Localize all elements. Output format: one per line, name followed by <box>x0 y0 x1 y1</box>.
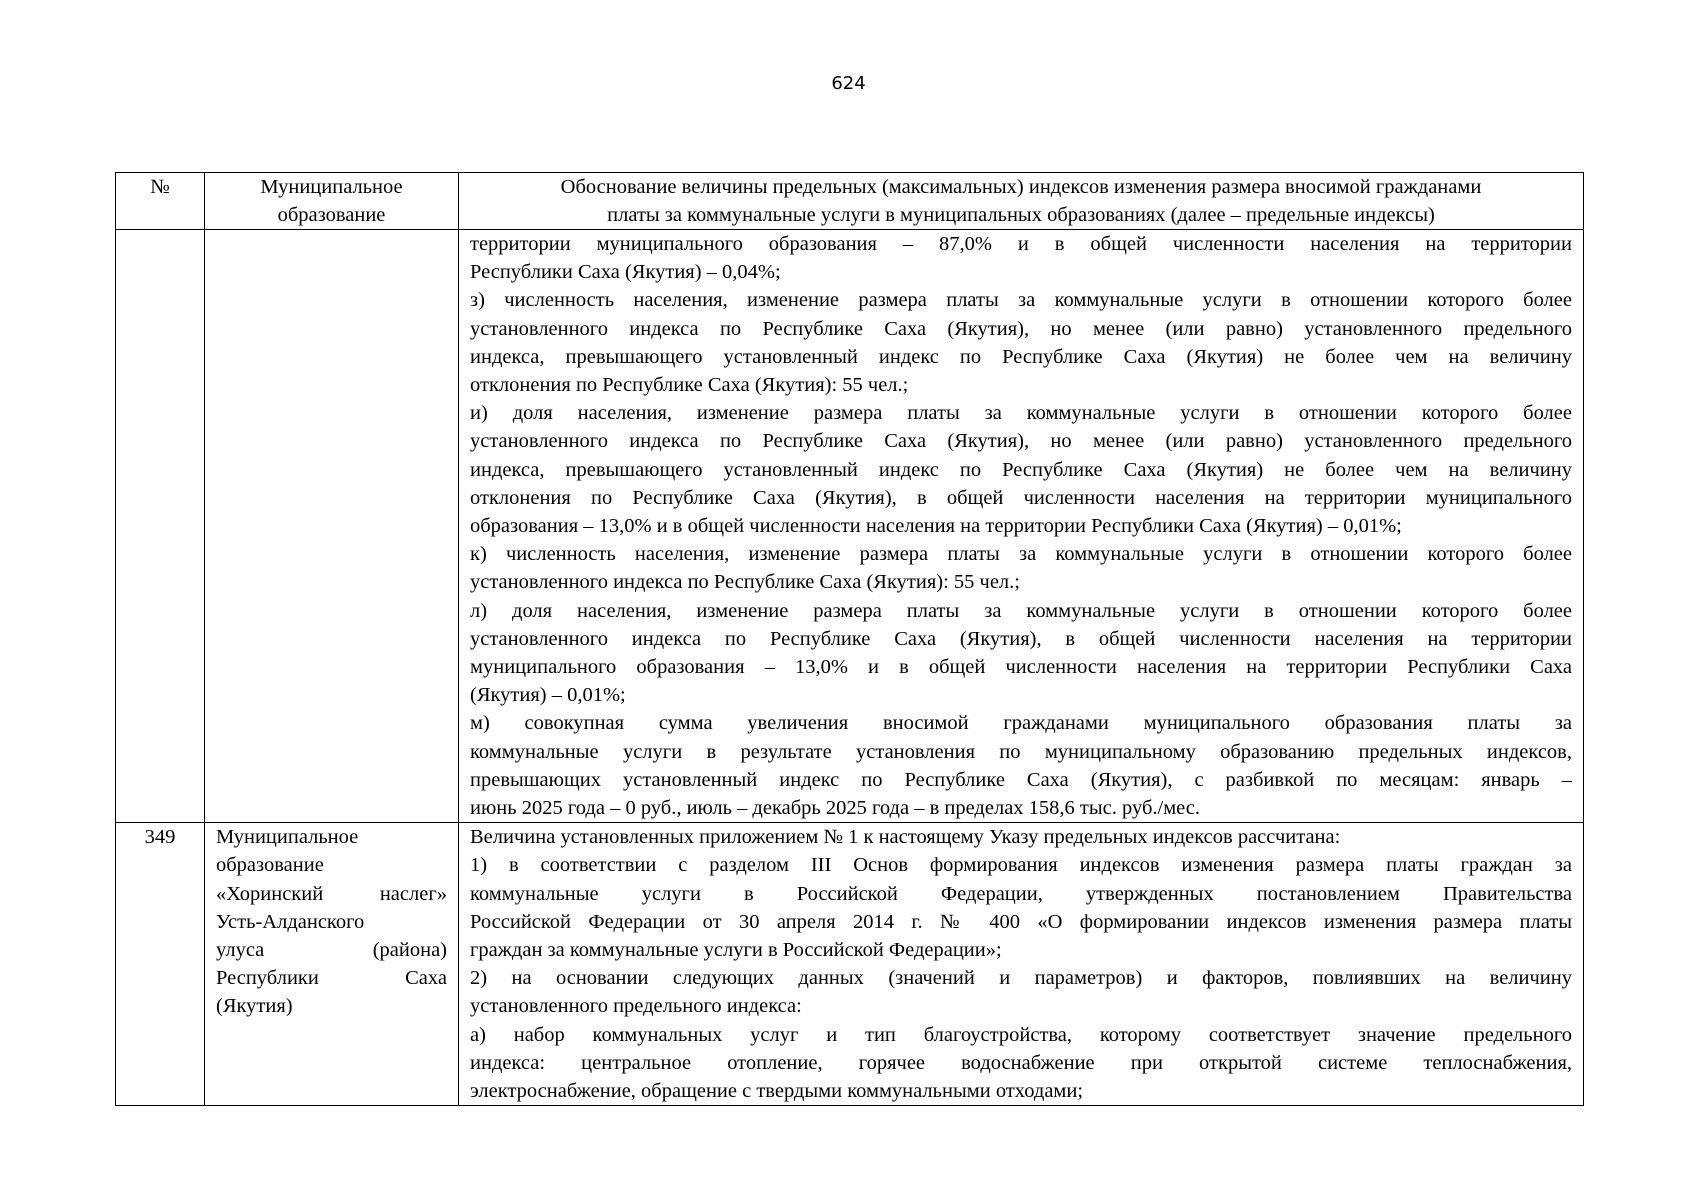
text-line: к) численность населения, изменение размера платы за коммунальные услуги в отношении которого более <box>470 543 1572 566</box>
header-number <box>116 173 205 230</box>
row-municipality-cell <box>205 230 459 823</box>
table-header-row <box>116 173 1584 230</box>
text-line: индекса, превышающего установленный индекс по Республике Саха (Якутия) не более чем на величину <box>470 345 1572 368</box>
text-line: образования – 13,0% и в общей численности населения на территории Республики Саха (Якутия) – 0,01%; <box>470 515 1402 538</box>
text-line: (Якутия) – 0,01%; <box>470 684 626 707</box>
text-line: отклонения по Республике Саха (Якутия), в общей численности населения на территории муниципального <box>470 486 1572 509</box>
text-line: установленного индекса по Республике Саха (Якутия), но менее (или равно) установленного предельного <box>470 317 1572 340</box>
page-number: 624 <box>831 73 866 94</box>
text-line: установленного предельного индекса: <box>470 995 802 1018</box>
text-line: 2) на основании следующих данных (значений и параметров) и факторов, повлиявших на величину <box>470 967 1572 990</box>
text-line: коммунальные услуги в Российской Федерации, утвержденных постановлением Правительства <box>470 882 1572 905</box>
municipality-name-line: улуса (района) <box>216 939 447 962</box>
text-line: и) доля населения, изменение размера платы за коммунальные услуги в отношении которого более <box>470 402 1572 425</box>
text-line: м) совокупная сумма увеличения вносимой гражданами муниципального образования платы за <box>470 712 1572 735</box>
text-line: коммунальные услуги в результате установления по муниципальному образованию предельных индексов, <box>470 740 1572 763</box>
header-justification-line: Обоснование величины предельных (максимальных) индексов изменения размера вносимой гражданами <box>560 176 1482 198</box>
header-justification-line: платы за коммунальные услуги в муниципальных образованиях (далее – предельные индексы) <box>607 204 1435 226</box>
indices-justification-table <box>115 172 1584 1106</box>
text-line: граждан за коммунальные услуги в Российской Федерации»; <box>470 939 1002 962</box>
text-line: превышающих установленный индекс по Республике Саха (Якутия), с разбивкой по месяцам: январь – <box>470 768 1572 791</box>
header-municipality <box>205 173 459 230</box>
municipality-name-line: Муниципальное <box>216 826 359 849</box>
text-line: отклонения по Республике Саха (Якутия): 55 чел.; <box>470 374 909 397</box>
text-line: июнь 2025 года – 0 руб., июль – декабрь 2025 года – в пределах 158,6 тыс. руб./мес. <box>470 797 1201 820</box>
text-line: Республики Саха (Якутия) – 0,04%; <box>470 261 781 284</box>
row-municipality-cell <box>205 823 459 1106</box>
row-number-cell: 349 <box>116 823 205 1106</box>
text-line: установленного индекса по Республике Саха (Якутия), но менее (или равно) установленного предельного <box>470 430 1572 453</box>
municipality-name-line: образование <box>216 854 324 877</box>
municipality-name-line: «Хоринский наслег» <box>216 882 447 905</box>
header-municipality-line: Муниципальное <box>260 176 403 198</box>
text-line: муниципального образования – 13,0% и в общей численности населения на территории Республики Саха <box>470 656 1572 679</box>
table-row-349 <box>116 823 1584 1106</box>
municipality-name-line: Республики Саха <box>216 967 447 990</box>
text-line: 1) в соответствии с разделом III Основ формирования индексов изменения размера платы граждан за <box>470 854 1572 877</box>
text-line: л) доля населения, изменение размера платы за коммунальные услуги в отношении которого более <box>470 599 1572 622</box>
row-justification-cell <box>459 823 1584 1106</box>
text-line: индекса, превышающего установленный индекс по Республике Саха (Якутия) не более чем на величину <box>470 458 1572 481</box>
text-line: установленного индекса по Республике Саха (Якутия): 55 чел.; <box>470 571 1020 594</box>
text-line: з) численность населения, изменение размера платы за коммунальные услуги в отношении которого более <box>470 289 1572 312</box>
text-line: индекса: центральное отопление, горячее водоснабжение при открытой системе теплоснабжения, <box>470 1051 1572 1074</box>
table-row-continued <box>116 230 1584 823</box>
text-line: электроснабжение, обращение с твердыми коммунальными отходами; <box>470 1080 1084 1103</box>
header-number-label: № <box>150 176 170 198</box>
header-justification <box>459 173 1584 230</box>
text-line: а) набор коммунальных услуг и тип благоустройства, которому соответствует значение предельного <box>470 1023 1572 1046</box>
text-line: Российской Федерации от 30 апреля 2014 г. № 400 «О формировании индексов изменения размера платы <box>470 910 1572 933</box>
header-municipality-line: образование <box>277 204 386 226</box>
text-line: территории муниципального образования – 87,0% и в общей численности населения на территории <box>470 233 1572 255</box>
municipality-name-line: (Якутия) <box>216 995 293 1018</box>
text-line: установленного индекса по Республике Саха (Якутия), в общей численности населения на территории <box>470 627 1572 650</box>
row-number-cell <box>116 230 205 823</box>
text-line: Величина установленных приложением № 1 к настоящему Указу предельных индексов рассчитана: <box>470 826 1341 849</box>
municipality-name-line: Усть-Алданского <box>216 910 365 933</box>
row-justification-cell <box>459 230 1584 823</box>
